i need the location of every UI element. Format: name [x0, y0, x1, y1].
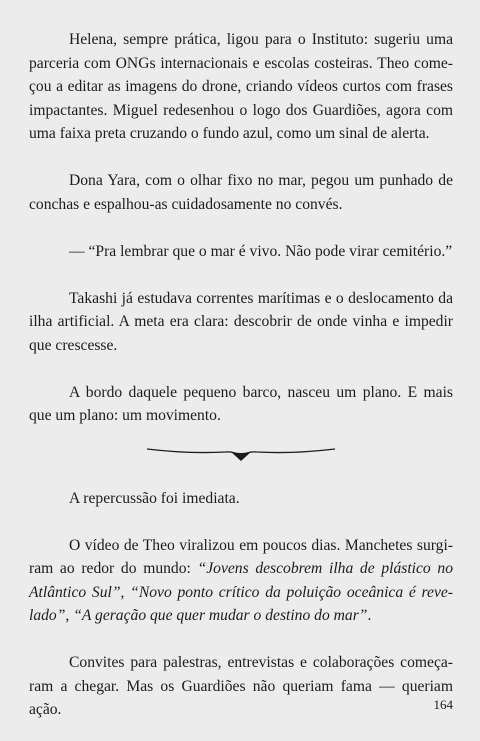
paragraph-helena: Helena, sempre prática, ligou para o Instituto: sugeriu uma parceria com ONGs internacionais e escolas costeiras. Theo começou a editar as imagens do drone, criando vídeos curtos com frases impactantes. Miguel redesenhou o logo dos Guardiões, agora com uma faixa preta cruzando o fundo azul, como um sinal de alerta. [29, 31, 453, 142]
section-divider-ornament [29, 432, 453, 468]
paragraph-viral-video [29, 534, 453, 628]
text-run: . [367, 607, 372, 624]
separator: , [65, 607, 74, 624]
separator: , [120, 583, 131, 601]
headline-quote-2: “Novo ponto crítico da poluição oceânica é revelado” [29, 583, 453, 624]
paragraph-quote: — “Pra lembrar que o mar é vivo. Não pode virar cemitério.” [69, 242, 453, 260]
paragraph-invitations: Convites para palestras, entrevistas e colaborações começaram a chegar. Mas os Guardiões não queriam fama — queriam ação. [29, 654, 453, 718]
text-run: O vídeo de Theo viralizou em poucos dias. Manchetes surgiram ao redor do mundo: [29, 536, 453, 577]
page-body [29, 28, 453, 722]
page-number: 164 [433, 697, 453, 712]
paragraph-dona-yara: Dona Yara, com o olhar fixo no mar, pegou um punhado de conchas e espalhou-as cuidadosamente no convés. [29, 172, 453, 213]
paragraph-repercussion: A repercussão foi imediata. [69, 489, 240, 507]
headline-quote-3: “A geração que quer mudar o destino do mar” [73, 607, 368, 624]
paragraph-takashi: Takashi já estudava correntes marítimas e o deslocamento da ilha artificial. A meta era clara: descobrir de onde vinha e impedir que crescesse. [29, 289, 453, 354]
headline-quote-1: “Jovens descobrem ilha de plástico no Atlântico Sul” [29, 560, 453, 601]
paragraph-plan: A bordo daquele pequeno barco, nasceu um plano. E mais que um plano: um movimento. [29, 383, 453, 424]
